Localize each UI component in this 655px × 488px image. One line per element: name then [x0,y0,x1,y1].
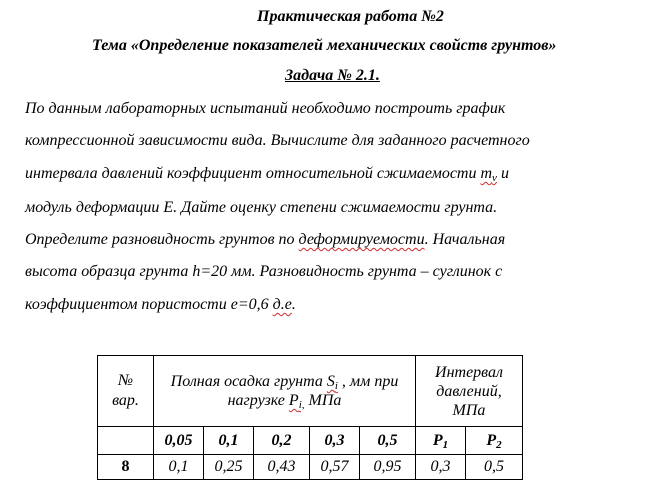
paragraph-line-2: компрессионной зависимости вида. Вычислите для заданного расчетного [25,132,530,149]
p1-cell: 0,3 [416,455,466,480]
interval-header: Интервал давлений, МПа [416,356,523,427]
table-subheader-row [98,427,523,455]
p2-cell: 0,5 [466,455,523,480]
load-cell: 0,3 [310,427,360,455]
empty-cell [98,427,154,455]
paragraph-line-6: высота образца грунта h=20 мм. Разновидность грунта – суглинок с [25,263,503,280]
topic-heading: Тема «Определение показателей механических свойств грунтов» [92,37,557,54]
paragraph-line-5: Определите разновидность грунтов по деформируемости. Начальная [25,231,506,248]
table-row [98,455,523,480]
spellcheck-word-2: д.е [272,296,292,313]
value-cell: 0,57 [310,455,360,480]
variant-cell: 8 [98,455,154,480]
table-header-row [98,356,523,427]
value-cell: 0,1 [154,455,204,480]
value-cell: 0,95 [360,455,416,480]
settlement-header: Полная осадка грунта $S_i$ , мм при нагрузке $P_{i,}$ МПа [154,356,416,427]
paragraph-line-3-text: интервала давлений коэффициент относительной сжимаемости [25,165,481,182]
page-title: Практическая работа №2 [257,8,444,25]
paragraph-line-7: коэффициентом пористости е=0,6 д.е. [25,296,296,313]
value-cell: 0,25 [204,455,254,480]
load-cell: 0,05 [154,427,204,455]
task-heading: Задача № 2.1. [285,67,380,84]
data-table [97,355,523,480]
load-cell: 0,2 [254,427,310,455]
variant-header: № вар. [98,356,154,427]
paragraph-line-3: интервала давлений коэффициент относительной сжимаемости $m_v$ и [25,165,509,184]
value-cell: 0,43 [254,455,310,480]
coefficient-symbol: $m_v$ [480,165,497,184]
paragraph-line-4: модуль деформации Е. Дайте оценку степени сжимаемости грунта. [25,199,498,216]
load-cell: 0,1 [204,427,254,455]
spellcheck-word: деформируемости [298,231,425,248]
paragraph-line-1: По данным лабораторных испытаний необходимо построить график [25,100,506,117]
p2-header: $P_2$ [466,427,523,455]
load-cell: 0,5 [360,427,416,455]
p1-header: $P_1$ [416,427,466,455]
